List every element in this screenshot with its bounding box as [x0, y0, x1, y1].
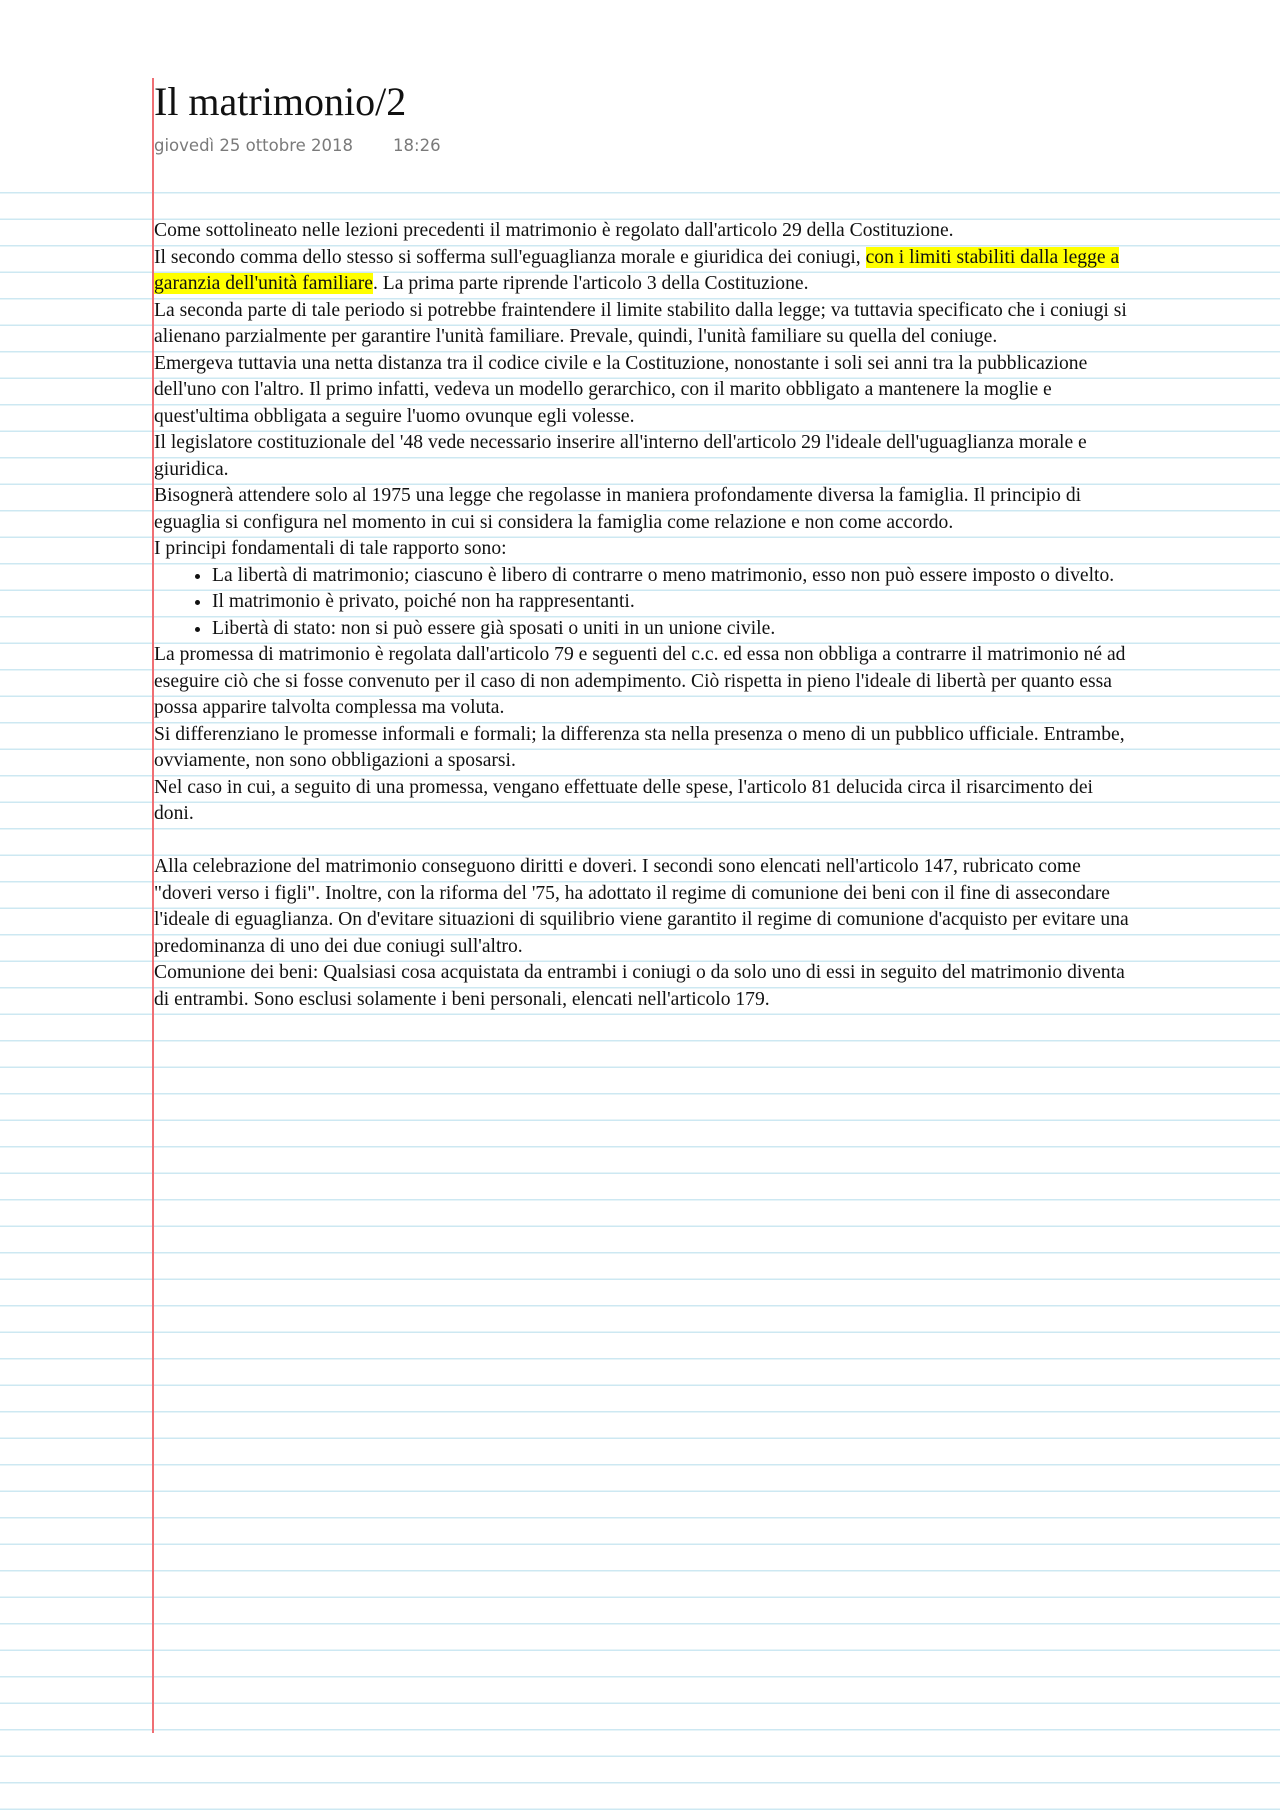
paragraph: I principi fondamentali di tale rapporto sono: [154, 538, 507, 559]
paragraph: Alla celebrazione del matrimonio conseguono diritti e doveri. I secondi sono elencati nell'articolo 147, rubricato come "doveri verso i figli". Inoltre, con la riforma del '75, ha adottato il regime di comunione dei beni con il fine di assecondare l'ideale di eguaglianza. On d'evitare situazioni di squilibrio viene garantito il regime di comunione d'acquisto per evitare una predominanza di uno dei due coniugi sull'altro. [154, 856, 1129, 957]
note-time: 18:26 [393, 136, 441, 155]
page-title[interactable]: Il matrimonio/2 [154, 79, 407, 124]
paragraph-text: Il secondo comma dello stesso si sofferma sull'eguaglianza morale e giuridica dei coniugi, [154, 246, 866, 268]
note-body[interactable] [154, 218, 1134, 1013]
paragraph-text: . La prima parte riprende l'articolo 3 della Costituzione. [372, 273, 809, 294]
list-item: • Libertà di stato: non si può essere già sposati o uniti in un unione civile. [212, 616, 1134, 643]
note-date: giovedì 25 ottobre 2018 [154, 136, 354, 155]
paragraph: Nel caso in cui, a seguito di una promessa, vengano effettuate delle spese, l'articolo 81 delucida circa il risarcimento dei doni. [154, 776, 1093, 824]
paragraph: La promessa di matrimonio è regolata dall'articolo 79 e seguenti del c.c. ed essa non obbliga a contrarre il matrimonio né ad eseguire ciò che si fosse convenuto per il caso di non adempimento. Ciò rispetta in pieno l'ideale di libertà per quanto essa possa apparire talvolta complessa ma voluta. [154, 644, 1126, 718]
paragraph: Bisognerà attendere solo al 1975 una legge che regolasse in maniera profondamente diversa la famiglia. Il principio di eguaglia si configura nel momento in cui si considera la famiglia come relazione e non come accordo. [154, 485, 1082, 533]
paragraph: Come sottolineato nelle lezioni precedenti il matrimonio è regolato dall'articolo 29 della Costituzione. [154, 220, 954, 241]
list-item: • La libertà di matrimonio; ciascuno è libero di contrarre o meno matrimonio, esso non può essere imposto o divelto. [212, 563, 1134, 590]
note-datetime [154, 135, 441, 157]
paragraph: Si differenziano le promesse informali e formali; la differenza sta nella presenza o meno di un pubblico ufficiale. Entrambe, ovviamente, non sono obbligazioni a sposarsi. [154, 723, 1125, 771]
paragraph: Emergeva tuttavia una netta distanza tra il codice civile e la Costituzione, nonostante i soli sei anni tra la pubblicazione dell'uno con l'altro. Il primo infatti, vedeva un modello gerarchico, con il marito obbligato a mantenere la moglie e quest'ultima obbligata a seguire l'uomo ovunque egli volesse. [154, 352, 1088, 427]
list-item: • Il matrimonio è privato, poiché non ha rappresentanti. [212, 589, 1134, 616]
bullet-list [154, 563, 1134, 643]
paragraph: Il legislatore costituzionale del '48 vede necessario inserire all'interno dell'articolo 29 l'ideale dell'uguaglianza morale e giuridica. [154, 432, 1087, 480]
highlighted-text: con i limiti stabiliti dalla legge a garanzia dell'unità familiare [154, 246, 1120, 294]
paragraph: La seconda parte di tale periodo si potrebbe fraintendere il limite stabilito dalla legge; va tuttavia specificato che i coniugi si alienano parzialmente per garantire l'unità familiare. Prevale, quindi, l'unità familiare su quella del coniuge. [154, 299, 1127, 347]
paragraph: Comunione dei beni: Qualsiasi cosa acquistata da entrambi i coniugi o da solo uno di essi in seguito del matrimonio diventa di entrambi. Sono esclusi solamente i beni personali, elencati nell'articolo 179. [154, 962, 1125, 1010]
paragraph [154, 245, 1134, 298]
blank-line [154, 828, 1134, 855]
